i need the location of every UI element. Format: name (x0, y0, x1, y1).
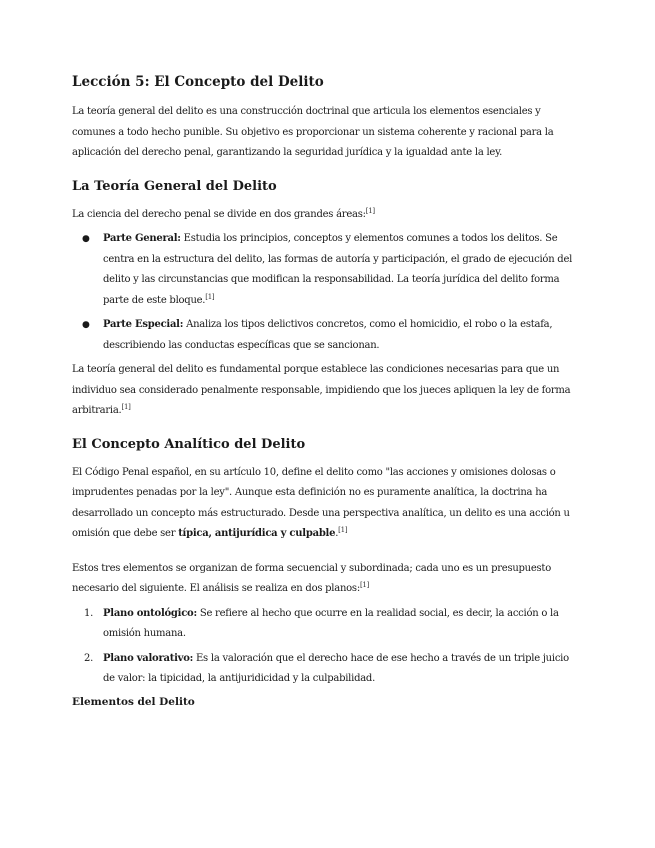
bullet-icon: ● (82, 320, 90, 330)
citation-link[interactable]: [1] (338, 526, 348, 534)
heading-elementos: Elementos del Delito (72, 695, 195, 708)
list-item: ● Parte Especial: Analiza los tipos delictivos concretos, como el homicidio, el robo o la estafa, describiendo las conductas específicas que se sancionan. (72, 315, 583, 356)
heading-concepto-analitico: El Concepto Analítico del Delito (72, 436, 306, 452)
codigo-penal-paragraph: El Código Penal español, en su artículo 10, define el delito como "las acciones y omisiones dolosas o imprudentes penadas por la ley". Aunque esta definición no es puramente analítica, la doctrina ha desarrollado un concepto más estructurado. Desde una perspectiva analítica, un delito es una acción u omisión que debe ser típica, antijurídica y culpable.[1] (72, 466, 570, 539)
list-item: ● Parte General: Estudia los principios, conceptos y elementos comunes a todos los delitos. Se centra en la estructura del delito, las formas de autoría y participación, el grado de ejecución del delito y las circunstancias que modifican la responsabilidad. La teoría jurídica del delito forma parte de este bloque.[1] (72, 229, 583, 311)
list-item: 2. Plano valorativo: Es la valoración que el derecho hace de ese hecho a través de un triple juicio de valor: la tipicidad, la antijuridicidad y la culpabilidad. (72, 649, 583, 690)
list-number: 2. (84, 652, 94, 664)
heading-teoria-general: La Teoría General del Delito (72, 178, 277, 194)
lead-paragraph: La ciencia del derecho penal se divide en dos grandes áreas:[1] (72, 206, 375, 220)
page-title: Lección 5: El Concepto del Delito (72, 74, 324, 90)
areas-list (72, 229, 583, 356)
citation-link[interactable]: [1] (121, 403, 131, 411)
list-number: 1. (84, 607, 94, 619)
citation-link[interactable]: [1] (359, 581, 370, 589)
intro-paragraph: La teoría general del delito es una construcción doctrinal que articula los elementos esenciales y comunes a todo hecho punible. Su objetivo es proporcionar un sistema coherente y racional para la aplicación del derecho penal, garantizando la seguridad jurídica y la igualdad ante la ley. (72, 106, 554, 158)
list-item: 1. Plano ontológico: Se refiere al hecho que ocurre en la realidad social, es decir, la acción o la omisión humana. (72, 604, 583, 645)
citation-link[interactable]: [1] (365, 206, 375, 215)
bullet-icon: ● (82, 234, 90, 244)
planos-paragraph: Estos tres elementos se organizan de forma secuencial y subordinada; cada uno es un presupuesto necesario del siguiente. El análisis se realiza en dos planos:[1] (72, 562, 551, 594)
planos-list (72, 604, 583, 690)
citation-link[interactable]: [1] (205, 292, 215, 301)
closing-paragraph: La teoría general del delito es fundamental porque establece las condiciones necesarias para que un individuo sea considerado penalmente responsable, impidiendo que los jueces apliquen la ley de forma arbitraria.[1] (72, 364, 571, 416)
